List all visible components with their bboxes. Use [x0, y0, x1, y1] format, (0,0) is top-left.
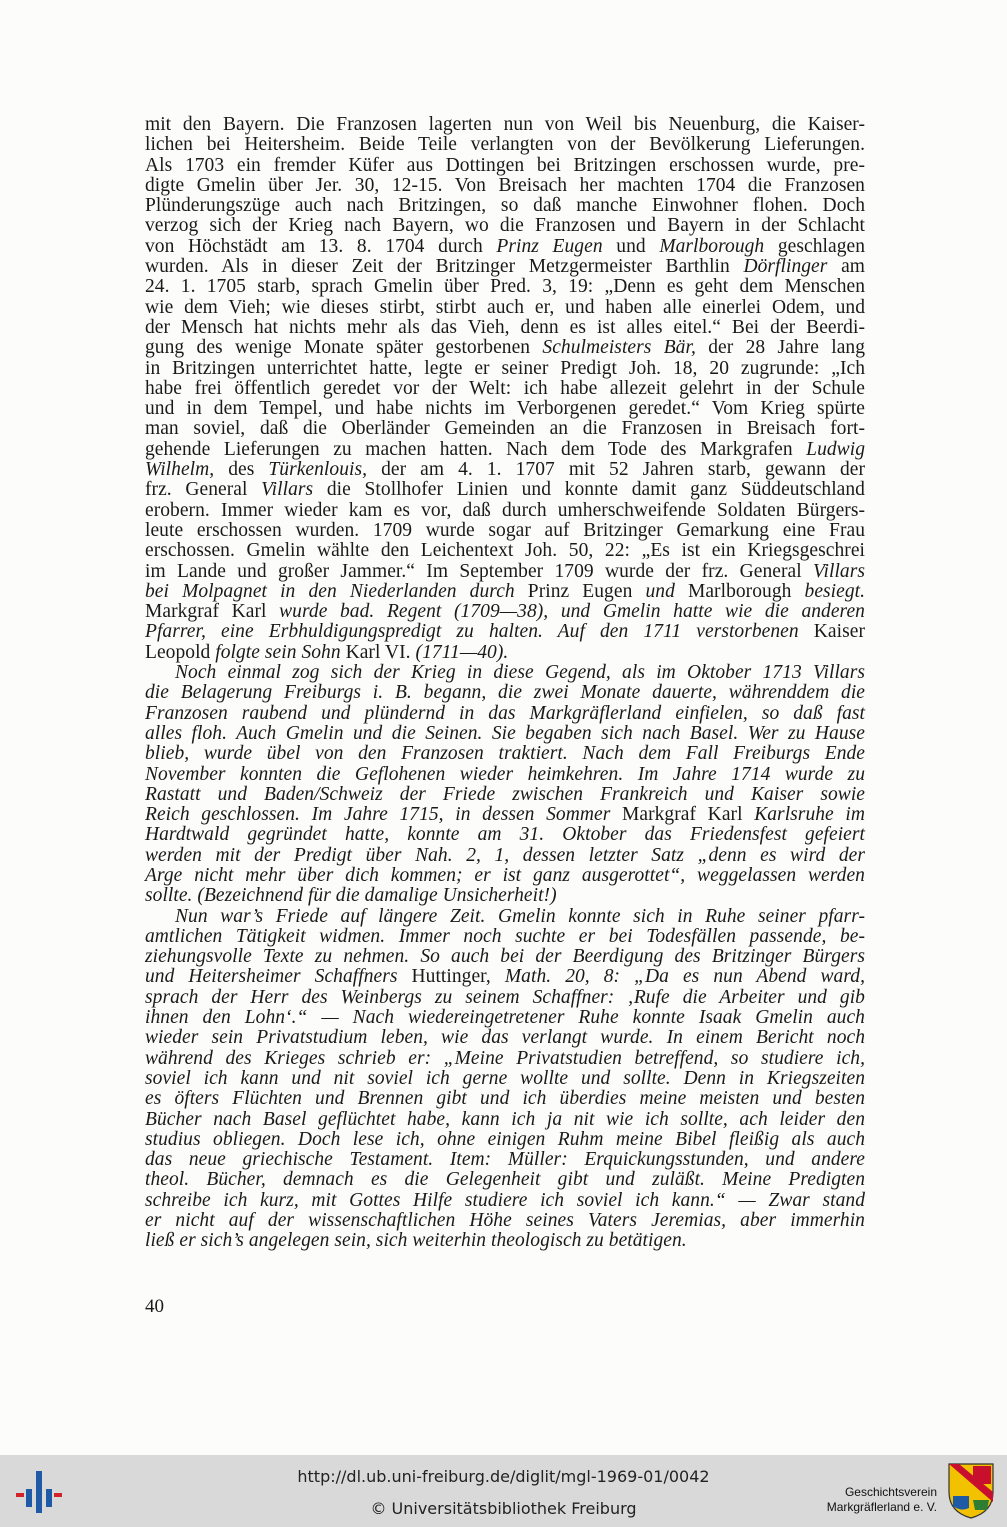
text-line: werden mit der Predigt über Nah. 2, 1, dessen letzter Satz „denn es wird der: [145, 844, 865, 866]
text-line: Plünderungszüge auch nach Britzingen, so daß manche Einwohner flohen. Doch: [145, 195, 865, 217]
text-line: Als 1703 ein fremder Küfer aus Dottingen bei Britzingen erschossen wurde, pre-: [145, 154, 865, 176]
text-line: und in dem Tempel, und habe nichts im Verborgenen geredet.“ Vom Krieg spürte: [145, 398, 865, 420]
text-line: studius obliegen. Doch lese ich, ohne einigen Ruhm meine Bibel fleißig als auch: [145, 1128, 865, 1150]
text-line: gehende Lieferungen zu machen hatten. Nach dem Tode des Markgrafen Ludwig: [145, 438, 865, 460]
society-line-2: Markgräflerland e. V.: [826, 1500, 937, 1514]
text-line: und Heitersheimer Schaffners Huttinger, Math. 20, 8: „Da es nun Abend ward,: [145, 966, 866, 988]
text-line: theol. Bücher, demnach es die Gelegenheit gibt und zuläßt. Meine Predigten: [145, 1169, 865, 1191]
text-line: leute erschossen wurden. 1709 wurde sogar auf Britzinger Gemarkung eine Frau: [145, 519, 865, 541]
text-line: November konnten die Geflohenen wieder heimkehren. Im Jahre 1714 wurde zu: [145, 763, 865, 785]
text-line: bei Molpagnet in den Niederlanden durch Prinz Eugen und Marlborough besiegt.: [145, 580, 866, 602]
text-line: Franzosen raubend und plündernd in das Markgräflerland einfielen, so daß fast: [145, 702, 865, 724]
text-line: der Mensch hat nichts mehr als das Vieh, denn es ist alles eitel.“ Bei der Beerdi-: [145, 316, 865, 338]
text-line: amtlichen Tätigkeit widmen. Immer noch suchte er bei Todesfällen passende, be-: [145, 925, 865, 947]
viewer-footer: [0, 1455, 1007, 1527]
text-line: von Höchstädt am 13. 8. 1704 durch Prinz Eugen und Marlborough geschlagen: [145, 235, 865, 257]
text-line: blieb, wurde übel von den Franzosen traktiert. Nach dem Fall Freiburgs Ende: [145, 743, 865, 765]
text-line: frz. General Villars die Stollhofer Linien und konnte damit ganz Süddeutschland: [145, 479, 865, 501]
text-line: ihnen den Lohn‘.“ — Nach wiedereingetretener Ruhe konnte Isaak Gmelin auch: [145, 1007, 865, 1029]
text-line: sollte. (Bezeichnend für die damalige Unsicherheit!): [145, 885, 557, 907]
body-text: [145, 115, 865, 1252]
text-line: in Britzingen unterrichtet hatte, legte er seiner Predigt Joh. 18, 20 zugrunde: „Ich: [145, 357, 865, 379]
document-url[interactable]: http://dl.ub.uni-freiburg.de/diglit/mgl-1969-01/0042: [297, 1467, 710, 1486]
text-line: man soviel, daß die Oberländer Gemeinden an die Franzosen in Breisach fort-: [145, 418, 865, 440]
text-line: Nun war’s Friede auf längere Zeit. Gmelin konnte sich in Ruhe seiner pfarr-: [175, 905, 865, 927]
text-line: digte Gmelin über Jer. 30, 12-15. Von Breisach her machten 1704 die Franzosen: [145, 174, 865, 196]
text-line: die Belagerung Freiburgs i. B. begann, die zwei Monate dauerte, währenddem die: [145, 682, 865, 704]
text-line: Arge nicht mehr über dich kommen; er ist ganz ausgerottet“, weggelassen werden: [145, 864, 865, 886]
coat-of-arms-icon: [947, 1462, 995, 1520]
text-line: Markgraf Karl wurde bad. Regent (1709—38), und Gmelin hatte wie die anderen: [145, 601, 865, 623]
society-line-1: Geschichtsverein: [844, 1485, 937, 1499]
society-name: [827, 1485, 937, 1515]
text-line: ließ er sich’s angelegen sein, sich weiterhin theologisch zu betätigen.: [145, 1230, 687, 1252]
text-line: ziehungsvolle Texte zu nehmen. So auch bei der Beerdigung des Britzinger Bürgers: [145, 946, 865, 968]
text-line: Reich geschlossen. Im Jahre 1715, in dessen Sommer Markgraf Karl Karlsruhe im: [145, 804, 866, 826]
page-number: 40: [145, 1296, 164, 1317]
text-line: Hardtwald gegründet hatte, konnte am 31. Oktober das Friedensfest gefeiert: [145, 824, 865, 846]
text-line: habe frei öffentlich geredet vor der Welt: ich habe allezeit gelehrt in der Schule: [145, 377, 865, 399]
text-line: mit den Bayern. Die Franzosen lagerten nun von Weil bis Neuenburg, die Kaiser-: [145, 114, 865, 135]
text-line: er nicht auf der wissenschaftlichen Höhe seines Vaters Jeremias, aber immerhin: [145, 1210, 865, 1232]
text-line: erschossen. Gmelin wählte den Leichentext Joh. 50, 22: „Es ist ein Kriegsgeschrei: [145, 540, 865, 562]
text-line: das neue griechische Testament. Item: Müller: Erquickungsstunden, und andere: [145, 1149, 865, 1171]
text-line: Rastatt und Baden/Schweiz der Friede zwischen Frankreich und Kaiser sowie: [145, 783, 865, 805]
text-line: verzog sich der Krieg nach Bayern, wo die Franzosen und Bayern in der Schlacht: [145, 215, 865, 237]
text-line: während des Krieges schrieb er: „Meine Privatstudien betreffend, so studiere ich,: [145, 1047, 865, 1069]
text-line: wurden. Als in dieser Zeit der Britzinger Metzgermeister Barthlin Dörflinger am: [145, 256, 865, 278]
text-line: im Lande und großer Jammer.“ Im September 1709 wurde der frz. General Villars: [145, 560, 865, 582]
text-line: schreibe ich kurz, mit Gottes Hilfe studiere ich soviel ich kann.“ — Zwar stand: [145, 1189, 865, 1211]
text-line: es öfters Flüchten und Brennen gibt und ich überdies meine meisten und besten: [145, 1088, 865, 1110]
text-line: Pfarrer, eine Erbhuldigungspredigt zu halten. Auf den 1711 verstorbenen Kaiser: [145, 621, 865, 643]
text-line: sprach der Herr des Weinbergs zu seinem Schaffner: ‚Rufe die Arbeiter und gib: [145, 986, 865, 1008]
text-line: erobern. Immer wieder kam es vor, daß durch umherschweifende Soldaten Bürgers-: [145, 499, 865, 521]
copyright-notice: © Universitätsbibliothek Freiburg: [370, 1499, 637, 1518]
text-line: Noch einmal zog sich der Krieg in diese Gegend, als im Oktober 1713 Villars: [175, 662, 865, 684]
text-line: wie dem Vieh; wie dieses stirbt, stirbt auch er, und haben alle einerlei Odem, und: [145, 296, 865, 318]
text-line: Wilhelm, des Türkenlouis, der am 4. 1. 1707 mit 52 Jahren starb, gewann der: [145, 459, 865, 481]
text-line: gung des wenige Monate später gestorbenen Schulmeisters Bär, der 28 Jahre lang: [145, 337, 866, 359]
text-line: wieder sein Privatstudium leben, wie das verlangt wurde. In einem Bericht noch: [145, 1027, 865, 1049]
text-line: Leopold folgte sein Sohn Karl VI. (1711—40).: [145, 641, 509, 663]
text-line: 24. 1. 1705 starb, sprach Gmelin über Pred. 3, 19: „Denn es geht dem Menschen: [145, 276, 865, 298]
text-line: Bücher nach Basel geflüchtet habe, kann ich ja nit wie ich sollte, ach leider den: [145, 1108, 865, 1130]
text-line: lichen bei Heitersheim. Beide Teile verlangten von der Bevölkerung Lieferungen.: [145, 134, 865, 156]
text-line: soviel ich kann und nit soviel ich gerne wollte und sollte. Denn in Kriegszeiten: [145, 1067, 865, 1089]
text-line: alles floh. Auch Gmelin und die Seinen. Sie begaben sich nach Basel. Wer zu Hause: [145, 722, 865, 744]
